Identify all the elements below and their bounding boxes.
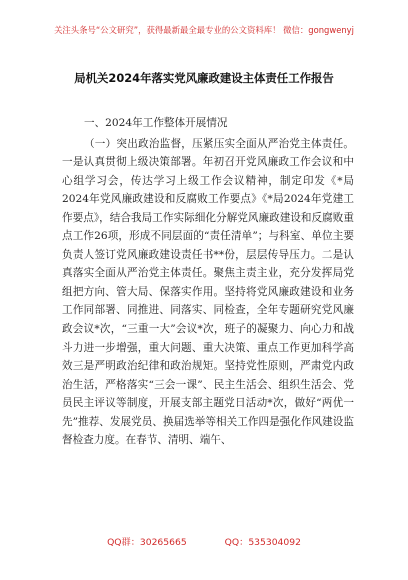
body-paragraph: （一）突出政治监督，压紧压实全面从严治党主体责任。一是认真贯彻上级决策部署。年初召开党风廉政工作会议和中心组学习会，传达学习上级工作会议精神，制定印发《*局2024年党风廉政建设和反腐败工作要点》《*局2024年党建工作要点》，结合我局工作实际细化分解党风廉政建设和反腐败重点工作26项，形成不同层面的“责任清单”；与科室、单位主要负责人签订党风廉政建设责任书**份，层层传导压力。二是认真落实全面从严治党主体责任。聚焦主责主业，充分发挥局党组把方向、管大局、保落实作用。坚持将党风廉政建设和业务工作同部署、同推进、同落实、同检查，全年专题研究党风廉政会议*次，“三重一大”会议*次，班子的凝聚力、向心力和战斗力进一步增强，重大问题、重大决策、重点工作更加科学高效三是严明政治纪律和政治规矩。坚持党性原则，严肃党内政治生活，严格落实“三会一课”、民主生活会、组织生活会、党员民主评议等制度，开展支部主题党日活动*次，做好“两优一先”推荐、发展党员、换届选举等相关工作四是强化作风建设监督检查力度。在春节、清明、端午、 [62,137,354,447]
document-body [62,114,354,450]
qq-group-text: QQ群：30265665 [107,537,187,548]
document-title: 局机关2024年落实党风廉政建设主体责任工作报告 [74,71,334,85]
qq-contact-text: QQ：535304092 [224,537,301,548]
promo-banner: 关注头条号“公文研究”，获得最新最全最专业的公文资料库！ 微信：gongwenyj [54,25,354,35]
contact-footer [0,534,408,548]
section-heading: 一、2024年工作整体开展情况 [84,117,228,129]
